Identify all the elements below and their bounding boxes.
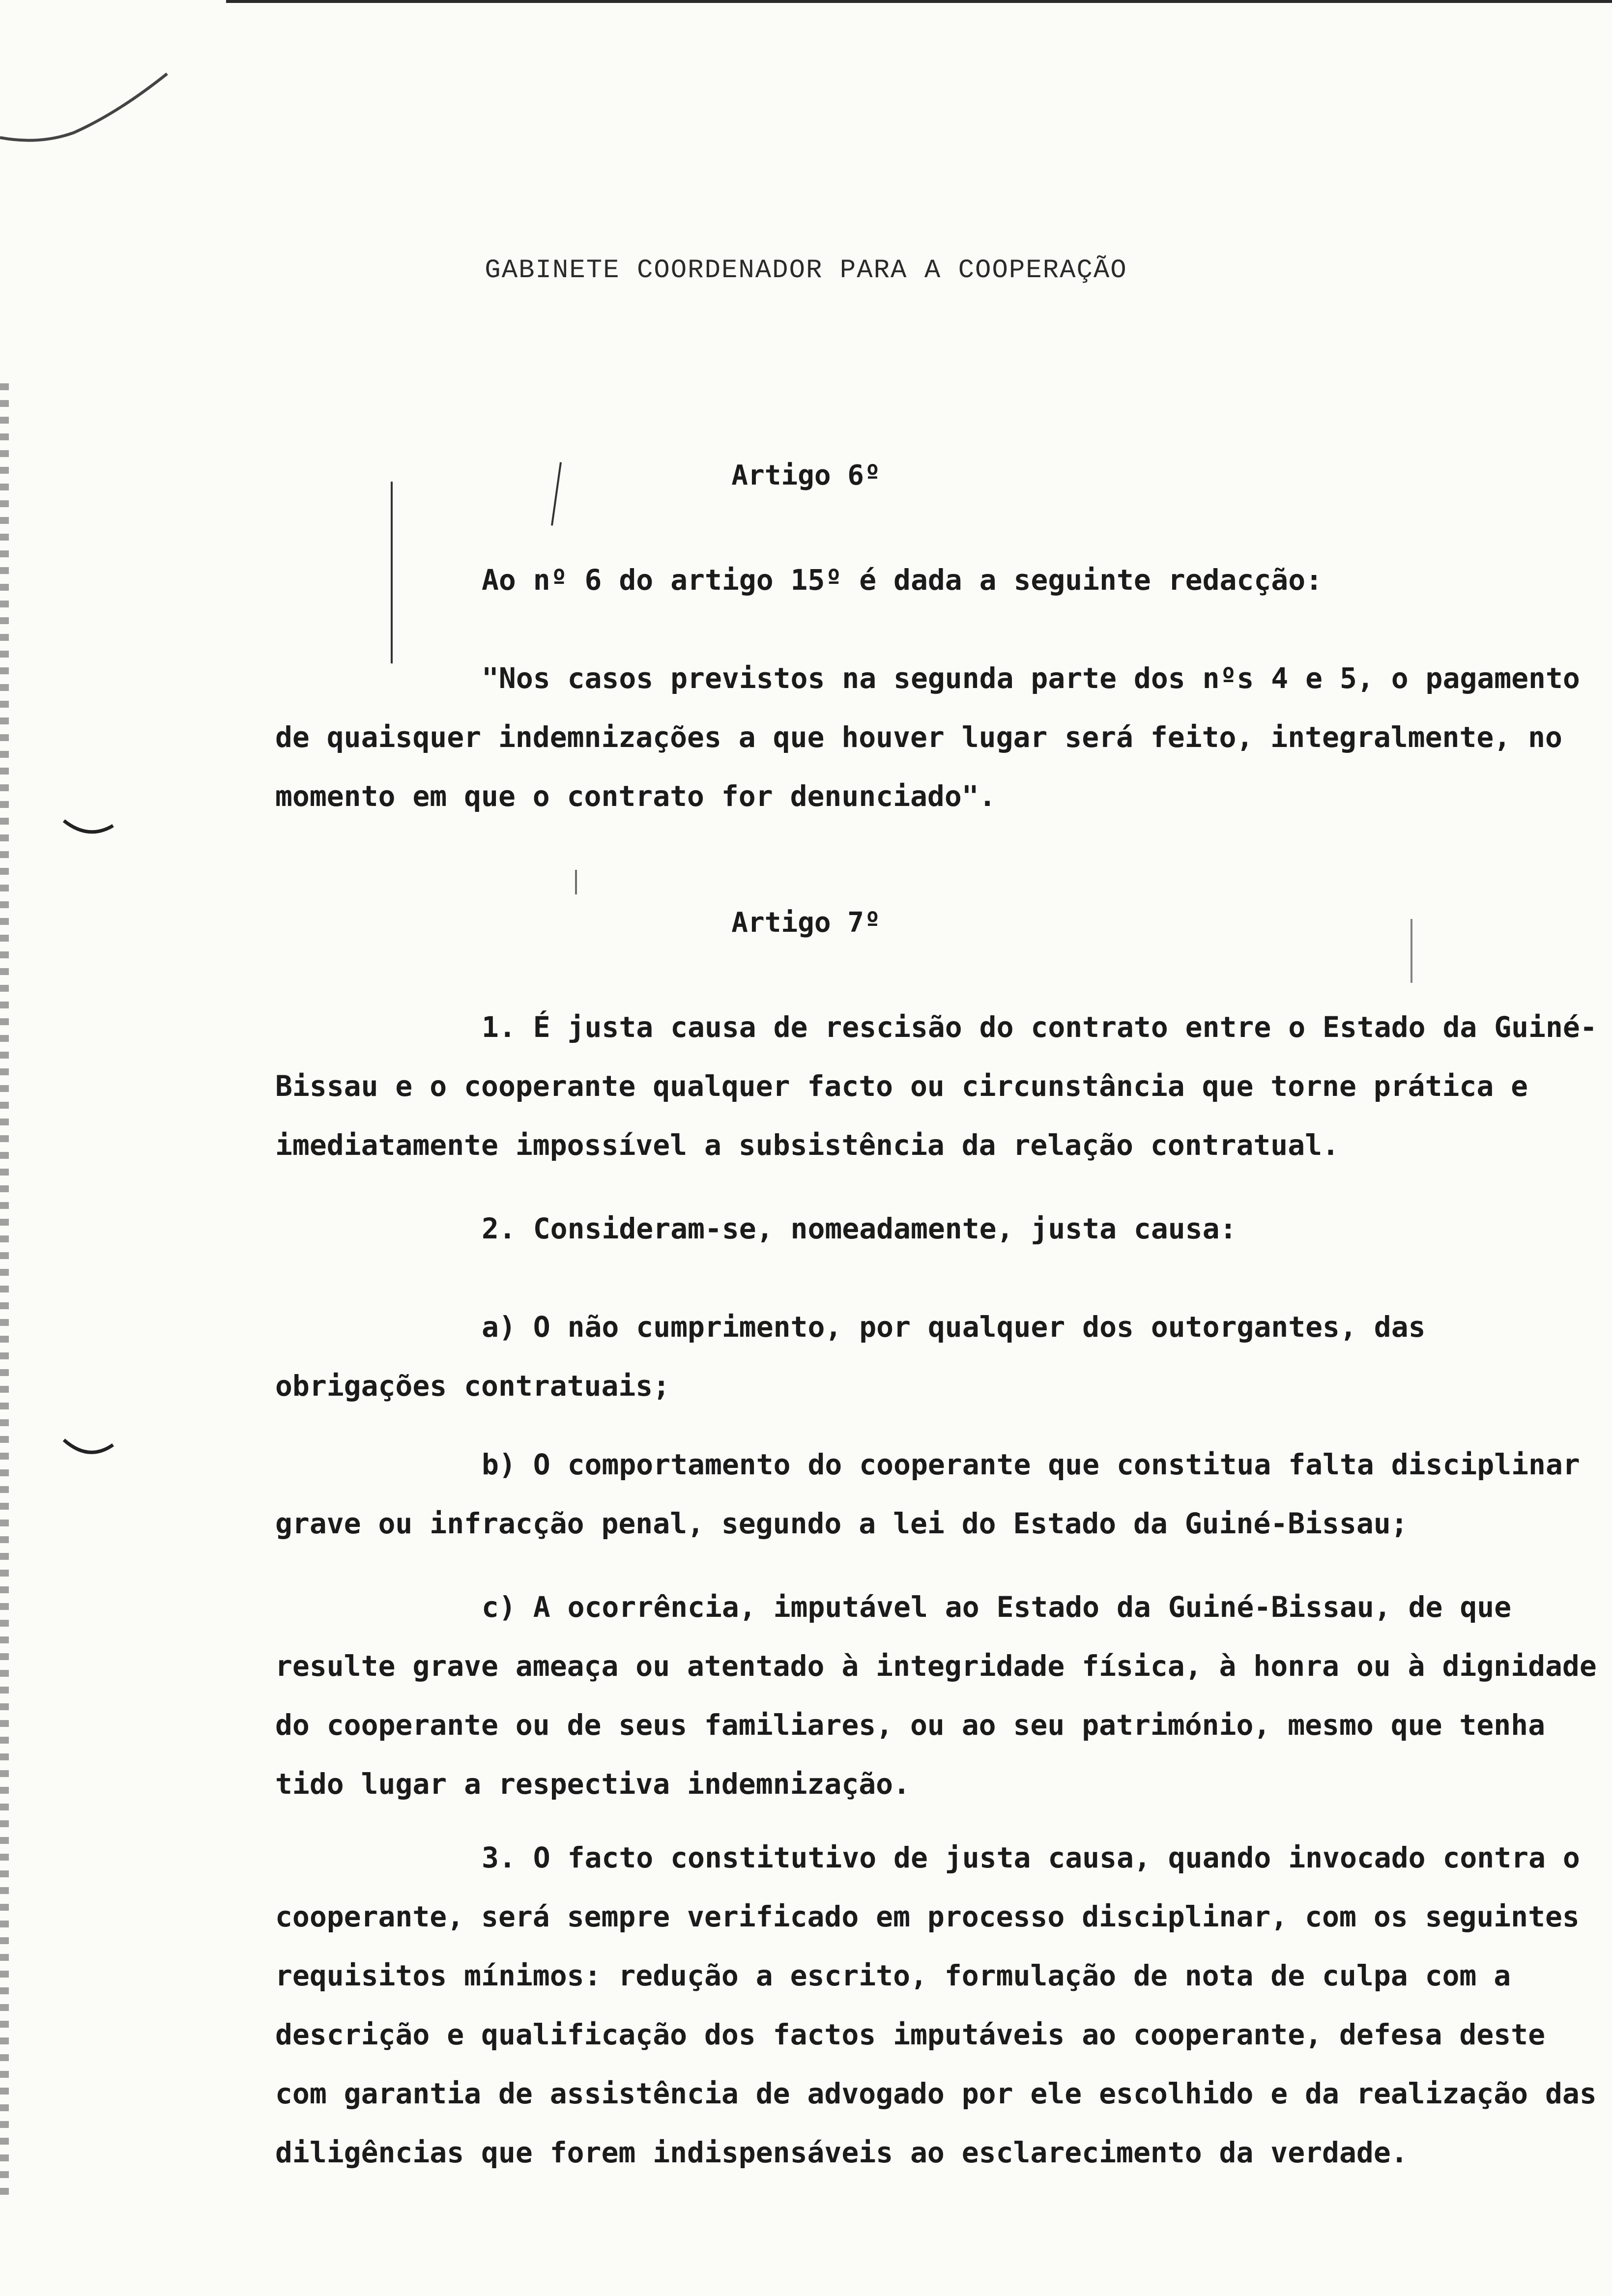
article-6-title: Artigo 6º — [731, 459, 881, 491]
article-7-item-c: c) A ocorrência, imputável ao Estado da Guiné-Bissau, de que resulte grave ameaça ou atentado à integridade física, à honra ou à dignidade do cooperante ou de seus familiares, ou ao seu património, mesmo que tenha tido lugar a respectiva indemnização. — [275, 1590, 1597, 1801]
article-7-paragraph-1: 1. É justa causa de rescisão do contrato entre o Estado da Guiné-Bissau e o cooperante qualquer facto ou circunstância que torne prática e imediatamente impossível a subsistência da relação contratual. — [275, 1010, 1597, 1162]
pen-stroke-mark — [0, 59, 177, 157]
article-7-title: Artigo 7º — [731, 907, 881, 939]
article-7-paragraph-3: 3. O facto constitutivo de justa causa, quando invocado contra o cooperante, será sempre verificado em processo disciplinar, com os seguintes requisitos mínimos: redução a escrito, formulação de nota de culpa com a descrição e qualificação dos factos imputáveis ao cooperante, defesa deste com garantia de assistência de advogado por ele escolhido e da realização das diligências que forem indispensáveis ao esclarecimento da verdade. — [275, 1841, 1597, 2169]
article-6-quote: "Nos casos previstos na segunda parte dos nºs 4 e 5, o pagamento de quaisquer indemnizações a que houver lugar será feito, integralmente, no momento em que o contrato for denunciado". — [275, 661, 1580, 813]
article-7-paragraph-2: 2. Consideram-se, nomeadamente, justa causa: — [482, 1212, 1237, 1245]
margin-bracket-mark — [59, 1435, 118, 1464]
article-7-item-b: b) O comportamento do cooperante que constitua falta disciplinar grave ou infracção penal, segundo a lei do Estado da Guiné-Bissau; — [275, 1448, 1580, 1540]
margin-vertical-line — [575, 870, 577, 894]
page-header: GABINETE COORDENADOR PARA A COOPERAÇÃO — [485, 256, 1127, 286]
top-edge-line — [226, 0, 1612, 3]
article-6-intro: Ao nº 6 do artigo 15º é dada a seguinte redacção: — [482, 563, 1323, 597]
article-7-item-a: a) O não cumprimento, por qualquer dos outorgantes, das obrigações contratuais; — [275, 1310, 1426, 1403]
margin-bracket-mark — [59, 816, 118, 845]
left-edge-scan-artifact — [0, 383, 9, 2202]
